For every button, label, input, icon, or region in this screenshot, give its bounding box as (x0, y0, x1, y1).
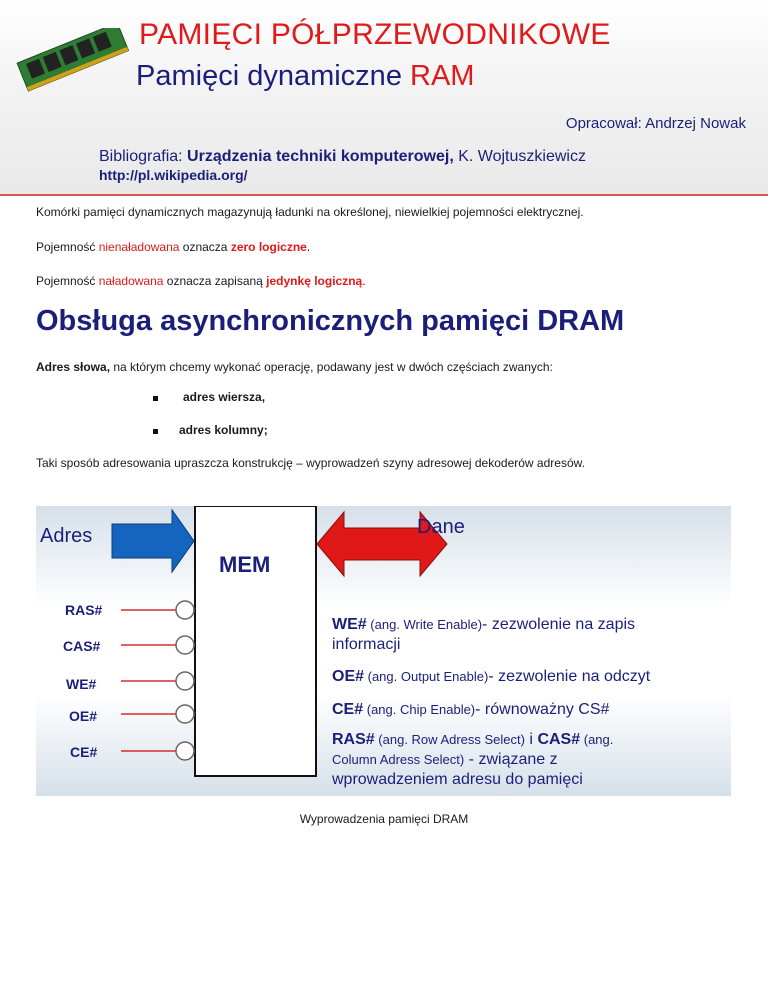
bullet-icon (153, 429, 158, 434)
mem-block (195, 506, 316, 776)
section-heading: Obsługa asynchronicznych pamięci DRAM (36, 305, 625, 337)
we-description-2: informacji (332, 636, 401, 653)
address-label: Adres (40, 525, 93, 547)
we-description: WE# (ang. Write Enable)- zezwolenie na zapis (332, 616, 636, 633)
ram-module-icon (14, 28, 132, 92)
ras-cas-description-3: wprowadzeniem adresu do pamięci (332, 771, 583, 788)
intro-line-1: Komórki pamięci dynamicznych magazynują ładunki na określonej, niewielkiej pojemności elektrycznej. (36, 205, 584, 219)
intro-line-2: Pojemność nienaładowana oznacza zero logiczne. (36, 240, 311, 254)
figure-caption: Wyprowadzenia pamięci DRAM (299, 812, 469, 826)
ras-cas-description-2: Column Adress Select) - związane z (332, 751, 558, 768)
pin-label-cas: CAS# (63, 638, 101, 654)
intro-line-3: Pojemność naładowana oznacza zapisaną jedynkę logiczną. (36, 274, 366, 288)
ras-cas-description: RAS# (ang. Row Adress Select) i CAS# (ang. (332, 731, 614, 748)
mem-label: MEM (219, 552, 271, 577)
bibliography: Bibliografia: Urządzenia techniki komputerowej, K. Wojtuszkiewicz (99, 148, 586, 165)
pin-label-ce: CE# (70, 744, 98, 760)
page-title: PAMIĘCI PÓŁPRZEWODNIKOWE (139, 18, 611, 51)
bullet-icon (153, 396, 158, 401)
author: Opracował: Andrzej Nowak (565, 115, 746, 132)
dram-diagram (36, 506, 731, 796)
pin-bubble (176, 742, 194, 760)
page-subtitle: Pamięci dynamiczne RAM (136, 60, 475, 92)
bullet-item-column: adres kolumny; (179, 423, 268, 437)
page-header (0, 0, 768, 196)
dram-pinout-figure (36, 506, 731, 796)
pin-bubble (176, 601, 194, 619)
pin-label-ras: RAS# (65, 602, 103, 618)
oe-description: OE# (ang. Output Enable)- zezwolenie na odczyt (332, 668, 651, 685)
address-description: Adres słowa, na którym chcemy wykonać operację, podawany jest w dwóch częściach zwanych: (36, 360, 553, 374)
ce-description: CE# (ang. Chip Enable)- równoważny CS# (332, 701, 610, 718)
address-arrow-icon (112, 510, 194, 572)
pin-label-we: WE# (66, 676, 97, 692)
pin-bubble (176, 705, 194, 723)
bullet-item-row: adres wiersza, (183, 390, 266, 404)
data-label: Dane (417, 516, 465, 538)
summary-text: Taki sposób adresowania upraszcza konstrukcję – wyprowadzeń szyny adresowej dekoderów adresów. (36, 456, 585, 470)
pin-bubble (176, 636, 194, 654)
bibliography-url[interactable]: http://pl.wikipedia.org/ (99, 167, 248, 183)
pin-bubble (176, 672, 194, 690)
pin-label-oe: OE# (69, 708, 98, 724)
